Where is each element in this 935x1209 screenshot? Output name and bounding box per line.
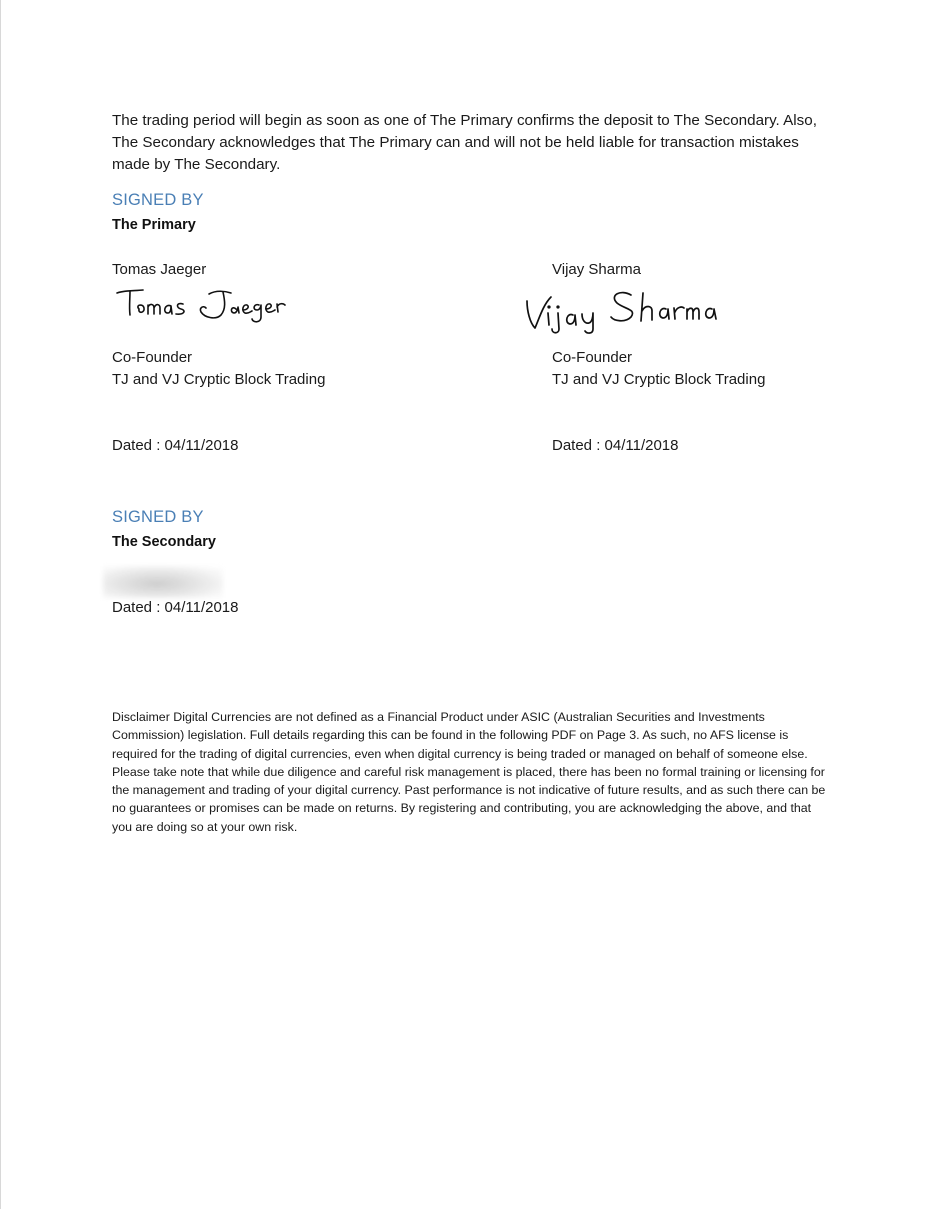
secondary-signed-by-heading: SIGNED BY: [112, 508, 204, 526]
signer-vijay-name: Vijay Sharma: [552, 261, 641, 278]
signature-tomas-jaeger: [113, 283, 293, 325]
signer-vijay-details: [552, 347, 912, 391]
secondary-party-name: The Secondary: [112, 534, 216, 550]
primary-party-name: The Primary: [112, 217, 196, 233]
signer-tomas-details: [112, 347, 472, 391]
signer-tomas-company: TJ and VJ Cryptic Block Trading: [112, 371, 326, 388]
secondary-dated: Dated : 04/11/2018: [112, 599, 239, 616]
intro-paragraph: The trading period will begin as soon as one of The Primary confirms the deposit to The Secondary. Also, The Secondary acknowledges that The Primary can and will not be held liable for transaction mistakes made by The Secondary.: [112, 112, 817, 173]
signer-tomas-dated: Dated : 04/11/2018: [112, 437, 239, 454]
signature-vijay-sharma: [521, 283, 721, 335]
signer-vijay-company: TJ and VJ Cryptic Block Trading: [552, 371, 766, 388]
redacted-signature: [103, 566, 223, 598]
signer-tomas-name: Tomas Jaeger: [112, 261, 207, 278]
signer-vijay-dated: Dated : 04/11/2018: [552, 437, 679, 454]
disclaimer-paragraph: Disclaimer Digital Currencies are not defined as a Financial Product under ASIC (Australian Securities and Investments Commission) legislation. Full details regarding this can be found in the following PDF on Page 3. As such, no AFS license is required for the trading of digital currencies, even when digital currency is being traded or managed on behalf of someone else. Please take note that while due diligence and careful risk management is placed, there has been no formal training or licensing for the management and trading of your digital currency. Past performance is not indicative of future results, and as such there can be no guarantees or promises can be made on returns. By registering and contributing, you are acknowledging the above, and that you are doing so at your own risk.: [112, 710, 826, 834]
primary-signed-by-heading: SIGNED BY: [112, 191, 204, 209]
signer-tomas-title: Co-Founder: [112, 349, 193, 366]
signer-vijay-title: Co-Founder: [552, 349, 633, 366]
